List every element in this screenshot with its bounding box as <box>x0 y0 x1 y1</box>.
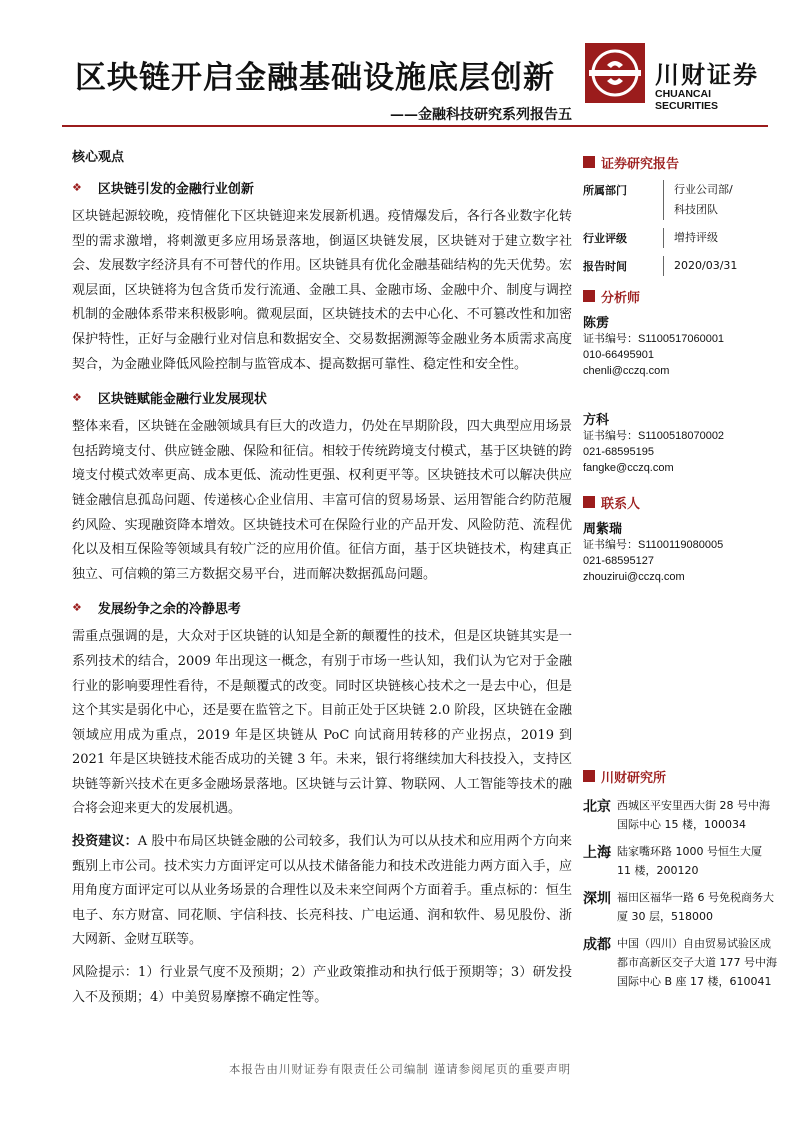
section-status <box>72 385 572 587</box>
analyst-email[interactable]: fangke@cczq.com <box>583 462 674 474</box>
page-footer: 本报告由川财证券有限责任公司编制 谨请参阅尾页的重要声明 <box>228 1062 572 1076</box>
diamond-bullet-icon: ❖ <box>72 390 82 404</box>
report-info-table <box>583 180 773 276</box>
institute-offices <box>583 764 778 991</box>
info-row-date: 报告时间 2020/03/31 <box>583 256 773 276</box>
main-content <box>72 146 572 1018</box>
office-shanghai: 上海 陆家嘴环路 1000 号恒生大厦 11 楼，200120 <box>583 845 762 877</box>
analyst-name: 陈雳 <box>583 316 610 331</box>
square-bullet-icon <box>583 156 595 168</box>
section-innovation <box>72 175 572 377</box>
info-row-department: 所属部门 行业公司部/ 科技团队 <box>583 180 773 220</box>
company-logo <box>585 43 765 112</box>
core-viewpoint-heading: 核心观点 <box>72 150 125 165</box>
risk-warning: 风险提示：1）行业景气度不及预期；2）产业政策推动和执行低于预期等；3）研发投入不及预期；4）中美贸易摩擦不确定性等。 <box>72 965 572 1005</box>
paragraph: 需重点强调的是，大众对于区块链的认知是全新的颠覆性的技术，但是区块链其实是一系列技术的结合，2009 年出现这一概念，有别于市场一些认知，我们认为它对于金融行业的影响要理性看待，不是颠覆式的改变。同时区块链核心技术之一是去中心，但是这个其实是弱化中心，还是要在监管之下。目前正处于区块链 2.0 阶段，区块链在金融领域应用成为重点，2019 年是区块链从 PoC 向试商用转移的产业拐点，2019 到 2021 年是区块链技术能否成功的关键 3 年。未来，银行将继续加大科技投入，支持区块链等新兴技术在更多金融场景落地。区块链与云计算、物联网、人工智能等技术的融合将会迎来更大的发展机遇。 <box>72 629 572 817</box>
contact-name: 周紫瑞 <box>583 522 623 537</box>
logo-english-name: CHUANCAI SECURITIES <box>655 88 719 112</box>
section-title: ❖ 发展纷争之余的冷静思考 <box>72 600 241 617</box>
office-beijing: 北京 西城区平安里西大街 28 号中海国际中心 15 楼，100034 <box>583 799 770 831</box>
contact-heading: 联系人 <box>583 490 773 514</box>
analyst-heading: 分析师 <box>583 284 773 308</box>
analyst-phone: 021-68595195 <box>583 446 654 458</box>
paragraph: 整体来看，区块链在金融领域具有巨大的改造力，仍处在早期阶段，四大典型应用场景包括跨境支付、供应链金融、保险和征信。相较于传统跨境支付模式，基于区块链的跨境支付模式效率更高、成本更低、流动性更强、权利更平等。区块链技术可以解决供应链金融信息孤岛问题、传递核心企业信用、丰富可信的贸易场景、运用智能合约防范履约风险、实现融资降本增效。区块链技术可在保险行业的产品开发、风险防范、流程优化以及相互保险等领域具有较广泛的应用价值。征信方面，基于区块链技术，构建真正独立、可信赖的第三方数据交易平台，进而解决数据孤岛问题。 <box>72 419 572 582</box>
analyst-cert: 证书编号：S1100518070002 <box>583 430 725 442</box>
office-chengdu: 成都 中国（四川）自由贸易试验区成都市高新区交子大道 177 号中海国际中心 B 座 17 楼，610041 <box>583 937 777 988</box>
section-title: ❖ 区块链引发的金融行业创新 <box>72 180 254 197</box>
analyst-card <box>583 312 773 379</box>
square-bullet-icon <box>583 496 595 508</box>
analyst-card <box>583 409 773 476</box>
info-row-rating: 行业评级 增持评级 <box>583 228 773 248</box>
contact-email[interactable]: zhouzirui@cczq.com <box>583 571 685 583</box>
analyst-phone: 010-66495901 <box>583 349 654 361</box>
analyst-cert: 证书编号：S1100517060001 <box>583 333 725 345</box>
square-bullet-icon <box>583 770 595 782</box>
chuancai-logo-icon <box>585 43 645 103</box>
report-heading: 证券研究报告 <box>583 150 773 174</box>
investment-advice: 投资建议：A 股中布局区块链金融的公司较多，我们认为可以从技术和应用两个方向来甄别上市公司。技术实力方面评定可以从技术储备能力和技术改进能力两方面入手，应用角度方面评定可以从业务场景的合理性以及未来空间两个方面着手。重点标的：恒生电子、东方财富、同花顺、宇信科技、长亮科技、广电运通、润和软件、易见股份、浙大网新、金财互联等。 <box>72 834 572 948</box>
analyst-name: 方科 <box>583 413 610 428</box>
diamond-bullet-icon: ❖ <box>72 180 82 194</box>
report-title: 区块链开启金融基础设施底层创新 <box>75 60 555 96</box>
office-shenzhen: 深圳 福田区福华一路 6 号免税商务大厦 30 层，518000 <box>583 891 774 923</box>
header-divider <box>62 125 768 127</box>
diamond-bullet-icon: ❖ <box>72 600 82 614</box>
section-title: ❖ 区块链赋能金融行业发展现状 <box>72 390 267 407</box>
paragraph: 区块链起源较晚，疫情催化下区块链迎来发展新机遇。疫情爆发后，各行各业数字化转型的需求激增，将刺激更多应用场景落地，倒逼区块链发展，区块链对于建立数字社会、发展数字经济具有不可替代的作用。区块链具有优化金融基础结构的先天优势。宏观层面，区块链将为包含货币发行流通、金融工具、金融市场、金融中介、制度与调控机制的金融体系带来积极影响。微观层面，区块链技术的去中心化、不可篡改性和加密保护特性，正好与金融行业对信息和数据安全、交易数据溯源等金融业务本质需求高度契合，为金融业降低风险控制与监管成本、提高数据可靠性、稳定性和安全性。 <box>72 209 572 372</box>
sidebar <box>583 150 773 585</box>
report-subtitle: ——金融科技研究系列报告五 <box>390 107 572 123</box>
contact-card <box>583 518 773 585</box>
logo-chinese-name: 川财证券 <box>655 61 759 89</box>
contact-phone: 021-68595127 <box>583 555 654 567</box>
investment-label: 投资建议： <box>72 834 138 850</box>
contact-cert: 证书编号：S1100119080005 <box>583 539 724 551</box>
institute-heading: 川财研究所 <box>583 764 778 788</box>
square-bullet-icon <box>583 290 595 302</box>
analyst-email[interactable]: chenli@cczq.com <box>583 365 670 377</box>
section-reflection <box>72 595 572 1010</box>
